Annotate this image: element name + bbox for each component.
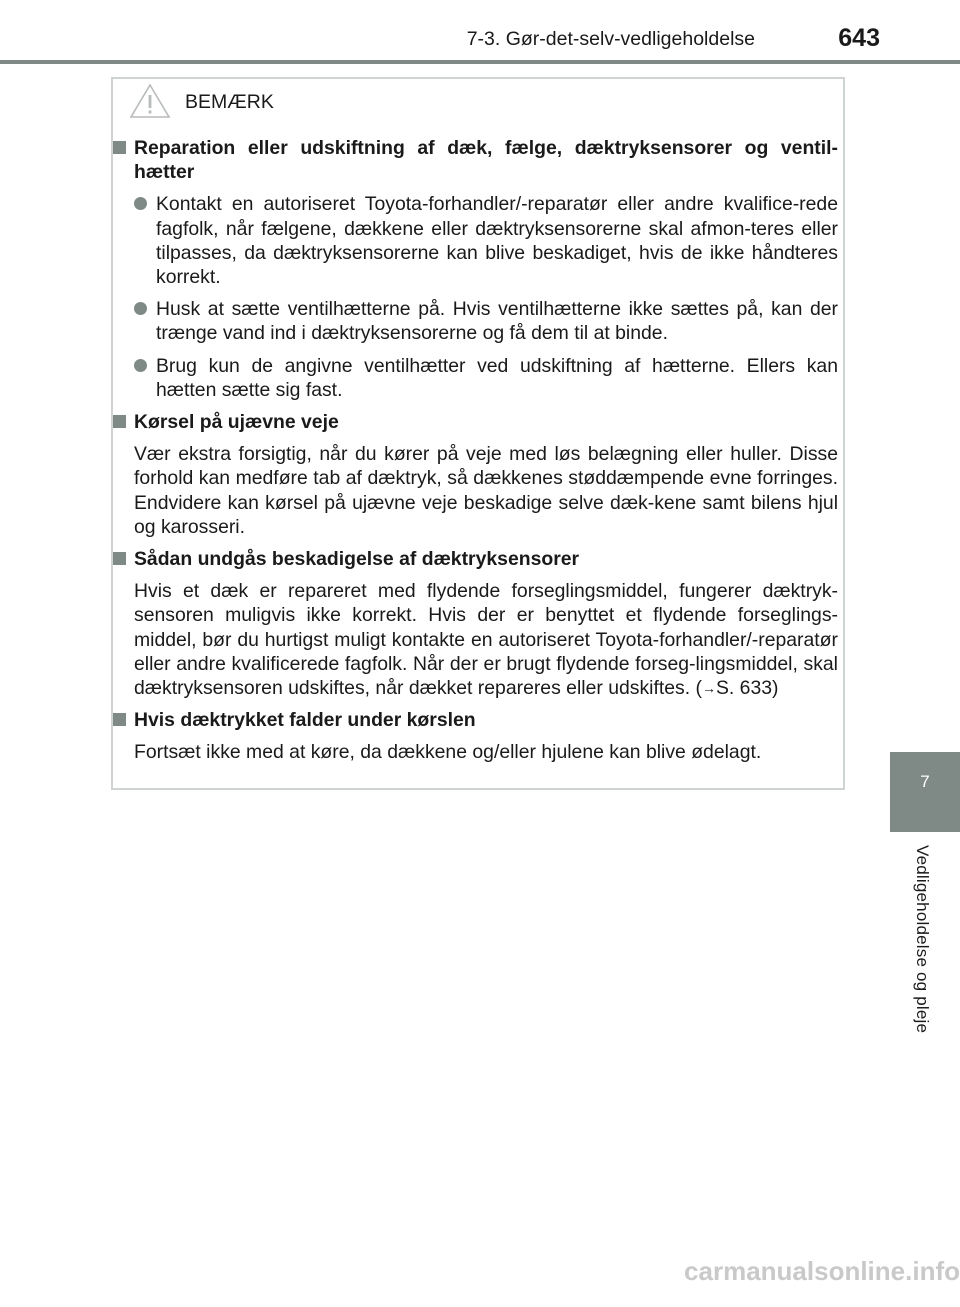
section-rough-roads <box>113 410 838 539</box>
section-heading: Kørsel på ujævne veje <box>113 410 838 434</box>
section-paragraph: Fortsæt ikke med at køre, da dækkene og/eller hjulene kan blive ødelagt. <box>134 741 762 764</box>
page-reference-link[interactable]: S. 633) <box>715 677 779 700</box>
square-bullet-icon <box>113 552 126 565</box>
section-heading: Sådan undgås beskadigelse af dæktryksensorer <box>113 547 838 571</box>
round-bullet-icon <box>134 359 147 372</box>
round-bullet-icon <box>134 302 147 315</box>
section-paragraph: Hvis et dæk er repareret med flydende forseglingsmiddel, fungerer dæktryk-sensoren muligvis ikke korrekt. Hvis der er benyttet et flydende forseglings-middel, bør du hurtigst muligt kontakte en autoriseret Toyota-forhandler/-reparatør eller andre kvalificerede fagfolk. Når der er brugt flydende forseg-lingsmiddel, skal dæktryksensoren udskiftes, når dækket repareres eller udskiftes. (→S. 633) <box>134 580 838 700</box>
list-item: Brug kun de angivne ventilhætter ved udskiftning af hætterne. Ellers kan hætten sætte sig fast. <box>134 354 838 402</box>
section-pressure-drop <box>113 708 838 764</box>
square-bullet-icon <box>113 141 126 154</box>
list-item: Husk at sætte ventilhætterne på. Hvis ventilhætterne ikke sættes på, kan der trænge vand ind i dæktryksensorerne og få dem til at binde. <box>134 297 838 345</box>
list-item: Kontakt en autoriseret Toyota-forhandler/-reparatør eller andre kvalifice-rede fagfolk, når fælgene, dækkene eller dæktryksensorerne skal afmon-teres eller tilpasses, da dæktryksensorerne kan blive beskadiget, hvis de ikke håndteres korrekt. <box>134 192 838 289</box>
square-bullet-icon <box>113 415 126 428</box>
notice-title: BEMÆRK <box>185 91 274 113</box>
chapter-number: 7 <box>920 772 930 791</box>
page-number: 643 <box>838 24 880 52</box>
chapter-tab[interactable] <box>890 752 960 832</box>
section-repair-tires <box>113 136 838 402</box>
page-reference-arrow-icon: → <box>701 680 716 697</box>
notice-content <box>113 136 838 773</box>
chapter-label: Vedligeholdelse og pleje <box>913 845 932 1034</box>
section-paragraph: Vær ekstra forsigtig, når du kører på veje med løs belægning eller huller. Disse forhold kan medføre tab af dæktryk, så dækkenes støddæmpende evne forringes. Endvidere kan kørsel på ujævne veje beskadige selve dæk-kene samt bilens hjul og karosseri. <box>134 443 838 538</box>
section-heading: Hvis dæktrykket falder under kørslen <box>113 708 838 732</box>
round-bullet-icon <box>134 197 147 210</box>
header-divider <box>0 60 960 64</box>
section-title: 7-3. Gør-det-selv-vedligeholdelse <box>466 28 755 50</box>
section-heading: Reparation eller udskiftning af dæk, fælge, dæktryksensorer og ventil-hætter <box>113 136 838 184</box>
square-bullet-icon <box>113 713 126 726</box>
watermark: carmanualsonline.info <box>684 1256 960 1286</box>
warning-triangle-icon <box>129 83 171 119</box>
section-avoid-sensor-damage <box>113 547 838 700</box>
